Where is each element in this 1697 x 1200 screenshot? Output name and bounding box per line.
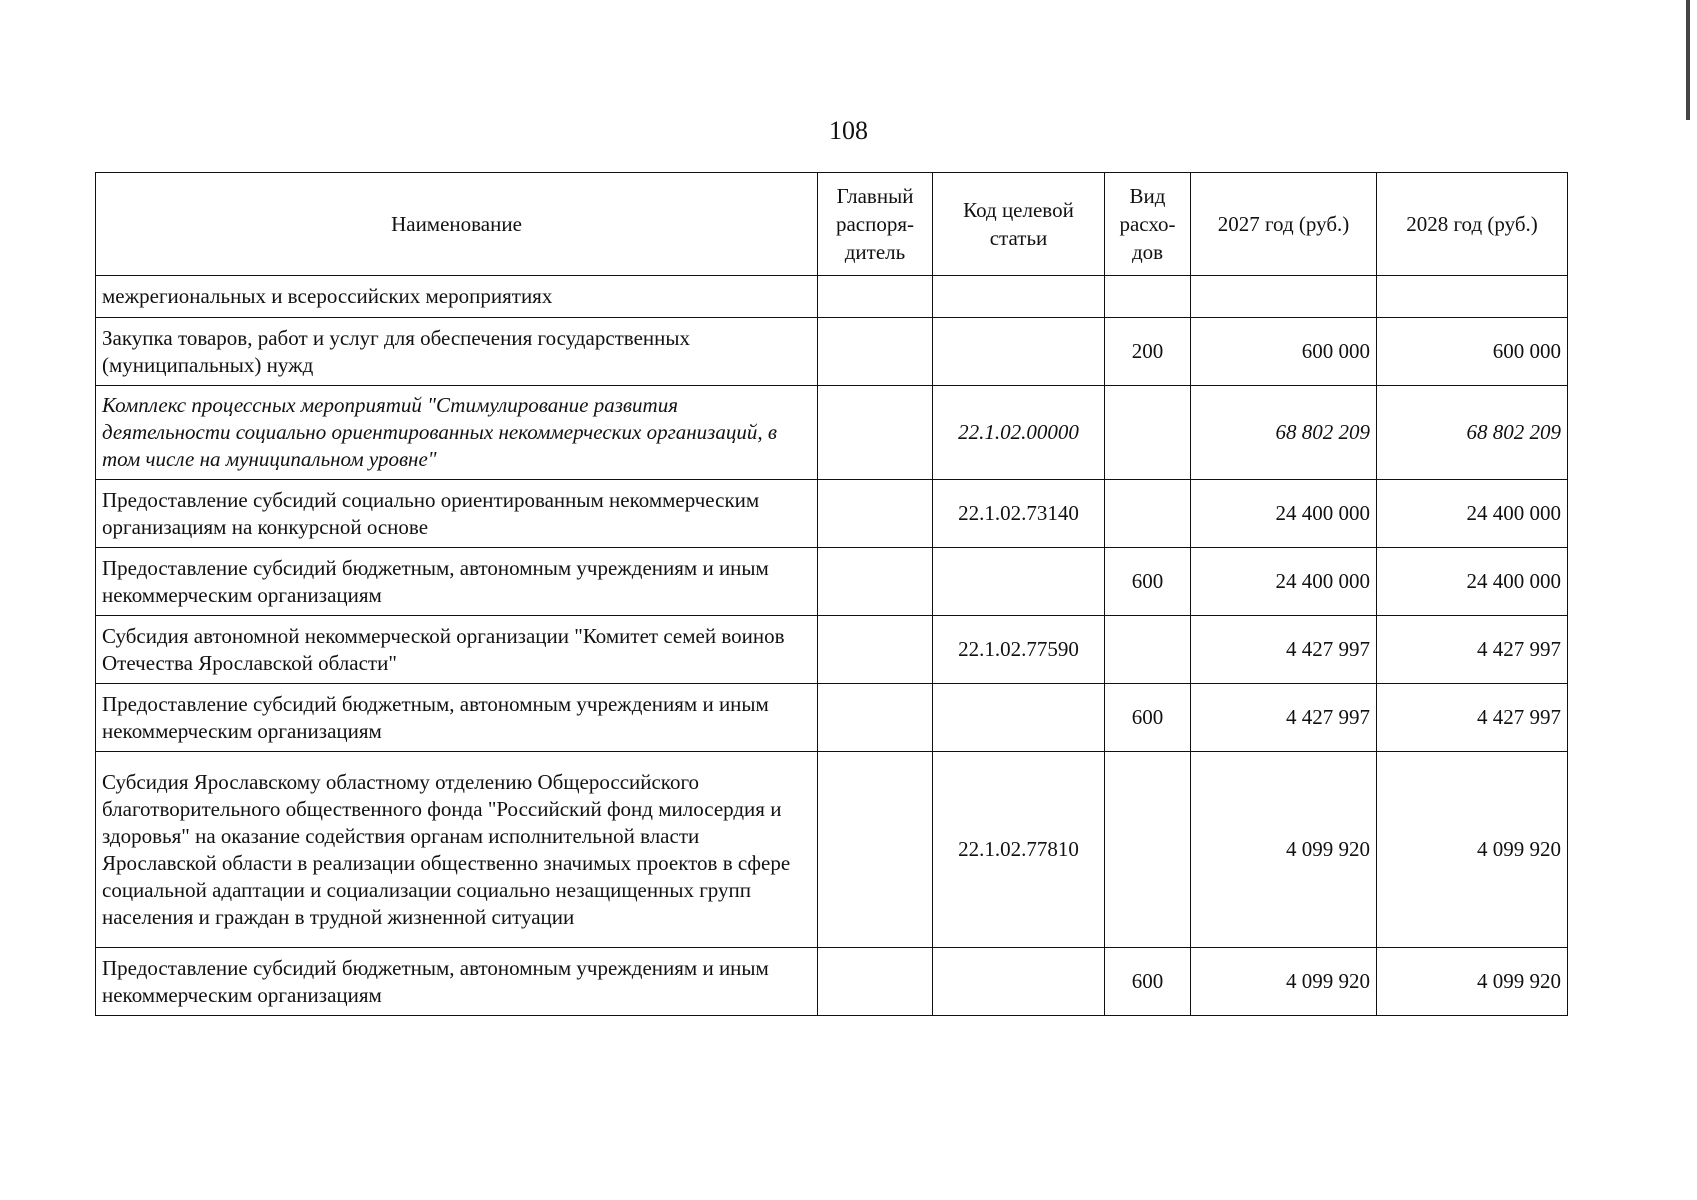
cell-admin xyxy=(818,548,933,616)
cell-2027: 4 427 997 xyxy=(1191,616,1377,684)
header-code: Код целевой статьи xyxy=(933,173,1105,276)
table-row xyxy=(96,752,1568,948)
cell-2028: 4 427 997 xyxy=(1377,616,1568,684)
cell-code xyxy=(933,948,1105,1016)
cell-admin xyxy=(818,684,933,752)
cell-2027: 68 802 209 xyxy=(1191,386,1377,480)
cell-2027: 24 400 000 xyxy=(1191,548,1377,616)
cell-2028: 4 099 920 xyxy=(1377,752,1568,948)
cell-name: Предоставление субсидий бюджетным, автономным учреждениям и иным некоммерческим организациям xyxy=(96,684,818,752)
cell-name: Предоставление субсидий социально ориентированным некоммерческим организациям на конкурсной основе xyxy=(96,480,818,548)
table-header-row xyxy=(96,173,1568,276)
cell-type xyxy=(1105,616,1191,684)
table-row xyxy=(96,948,1568,1016)
cell-type: 200 xyxy=(1105,318,1191,386)
table-row xyxy=(96,386,1568,480)
cell-code: 22.1.02.77590 xyxy=(933,616,1105,684)
cell-2028: 24 400 000 xyxy=(1377,480,1568,548)
cell-2027 xyxy=(1191,276,1377,318)
cell-type: 600 xyxy=(1105,948,1191,1016)
header-2028: 2028 год (руб.) xyxy=(1377,173,1568,276)
cell-admin xyxy=(818,386,933,480)
header-name: Наименование xyxy=(96,173,818,276)
cell-code: 22.1.02.73140 xyxy=(933,480,1105,548)
cell-2027: 24 400 000 xyxy=(1191,480,1377,548)
table-row xyxy=(96,480,1568,548)
table-row xyxy=(96,684,1568,752)
cell-type xyxy=(1105,480,1191,548)
page-number: 108 xyxy=(829,116,868,145)
cell-admin xyxy=(818,948,933,1016)
cell-code xyxy=(933,684,1105,752)
cell-2027: 600 000 xyxy=(1191,318,1377,386)
header-type: Вид расхо-дов xyxy=(1105,173,1191,276)
table-row xyxy=(96,318,1568,386)
cell-name: Предоставление субсидий бюджетным, автономным учреждениям и иным некоммерческим организациям xyxy=(96,948,818,1016)
cell-2028: 600 000 xyxy=(1377,318,1568,386)
cell-2028: 24 400 000 xyxy=(1377,548,1568,616)
budget-table xyxy=(95,172,1568,1016)
cell-admin xyxy=(818,480,933,548)
cell-name: Субсидия автономной некоммерческой организации "Комитет семей воинов Отечества Ярославской области" xyxy=(96,616,818,684)
table-body xyxy=(96,276,1568,1016)
cell-2027: 4 099 920 xyxy=(1191,752,1377,948)
cell-code xyxy=(933,276,1105,318)
cell-admin xyxy=(818,752,933,948)
cell-code: 22.1.02.00000 xyxy=(933,386,1105,480)
cell-admin xyxy=(818,276,933,318)
cell-type: 600 xyxy=(1105,684,1191,752)
cell-2028: 68 802 209 xyxy=(1377,386,1568,480)
page-edge-mark xyxy=(1686,0,1690,120)
table-row xyxy=(96,616,1568,684)
table-row xyxy=(96,548,1568,616)
cell-name: Комплекс процессных мероприятий "Стимулирование развития деятельности социально ориентированных некоммерческих организаций, в том числе на муниципальном уровне" xyxy=(96,386,818,480)
cell-type xyxy=(1105,752,1191,948)
cell-admin xyxy=(818,318,933,386)
cell-name: межрегиональных и всероссийских мероприятиях xyxy=(96,276,818,318)
cell-2027: 4 099 920 xyxy=(1191,948,1377,1016)
header-admin: Главный распоря-дитель xyxy=(818,173,933,276)
cell-type xyxy=(1105,386,1191,480)
cell-2028: 4 427 997 xyxy=(1377,684,1568,752)
cell-2028 xyxy=(1377,276,1568,318)
cell-name: Субсидия Ярославскому областному отделению Общероссийского благотворительного общественного фонда "Российский фонд милосердия и здоровья" на оказание содействия органам исполнительной власти Ярославской области в реализации общественно значимых проектов в сфере социальной адаптации и социализации социально незащищенных групп населения и граждан в трудной жизненной ситуации xyxy=(96,752,818,948)
cell-code xyxy=(933,548,1105,616)
cell-admin xyxy=(818,616,933,684)
cell-2027: 4 427 997 xyxy=(1191,684,1377,752)
cell-type xyxy=(1105,276,1191,318)
cell-name: Закупка товаров, работ и услуг для обеспечения государственных (муниципальных) нужд xyxy=(96,318,818,386)
cell-code: 22.1.02.77810 xyxy=(933,752,1105,948)
header-2027: 2027 год (руб.) xyxy=(1191,173,1377,276)
cell-code xyxy=(933,318,1105,386)
cell-type: 600 xyxy=(1105,548,1191,616)
cell-name: Предоставление субсидий бюджетным, автономным учреждениям и иным некоммерческим организациям xyxy=(96,548,818,616)
table-row xyxy=(96,276,1568,318)
cell-2028: 4 099 920 xyxy=(1377,948,1568,1016)
